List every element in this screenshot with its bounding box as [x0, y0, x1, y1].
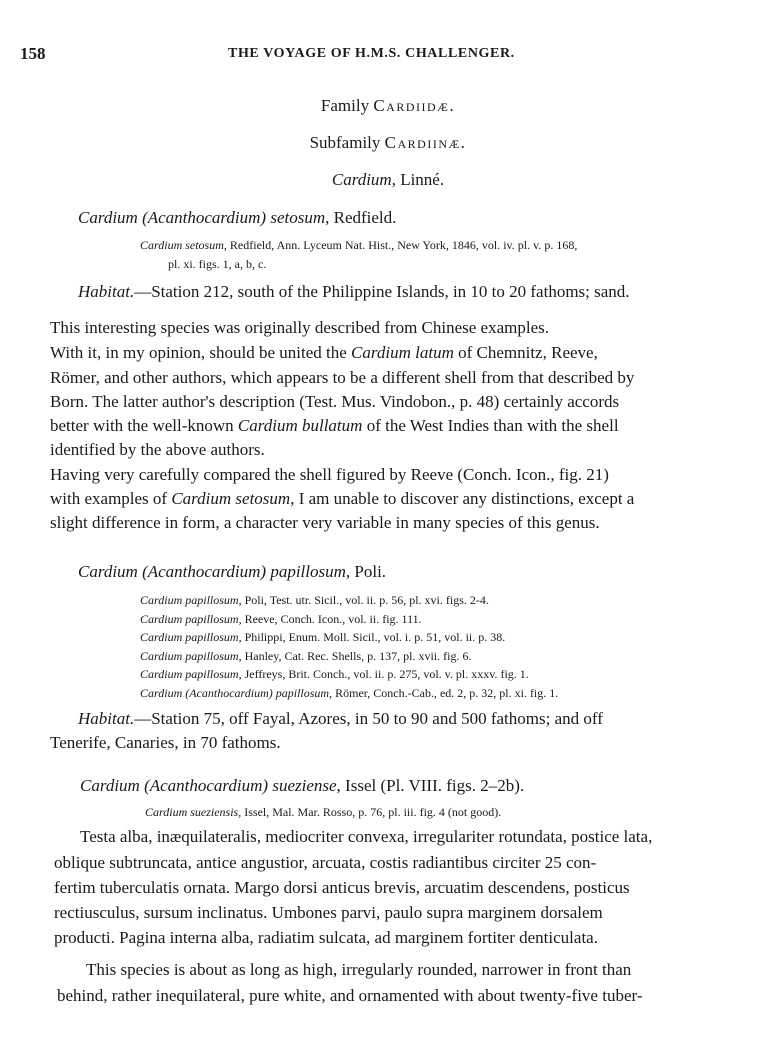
family-name: Cardiidæ.	[373, 96, 456, 115]
reference-line	[140, 628, 558, 647]
ref-text: , Redfield, Ann. Lyceum Nat. Hist., New York, 1846, vol. iv. pl. v. p. 168,	[223, 238, 578, 252]
paragraph-line: Römer, and other authors, which appears to be a different shell from that described by	[50, 368, 635, 387]
latin-description-line: Testa alba, inæquilateralis, mediocriter convexa, irregulariter rotundata, postice lata,	[80, 827, 653, 846]
species-name: Cardium (Acanthocardium) papillosum	[78, 562, 346, 581]
reference-list	[140, 591, 558, 703]
text: better with the well-known	[50, 416, 238, 435]
ref-name: Cardium setosum	[140, 238, 224, 252]
species-heading-setosum	[78, 208, 396, 228]
reference-line	[140, 610, 558, 629]
ref-text: , Philippi, Enum. Moll. Sicil., vol. i. p. 51, vol. ii. p. 38.	[238, 630, 506, 645]
latin-description-line: rectiusculus, sursum inclinatus. Umbones parvi, paulo supra marginem dorsalem	[54, 903, 603, 922]
reference-line	[140, 647, 558, 666]
species-name: Cardium (Acanthocardium) sueziense	[80, 776, 337, 795]
reference-line	[140, 665, 558, 684]
habitat-text: —Station 212, south of the Philippine Islands, in 10 to 20 fathoms; sand.	[134, 282, 630, 301]
ref-text: , Issel, Mal. Mar. Rosso, p. 76, pl. iii. fig. 4 (not good).	[238, 805, 502, 819]
ref-name: Cardium papillosum	[140, 611, 239, 626]
text: with examples of	[50, 489, 172, 508]
italic-name: Cardium bullatum	[237, 416, 363, 435]
ref-text: , Römer, Conch.-Cab., ed. 2, p. 32, pl. xi. fig. 1.	[329, 685, 559, 700]
reference-line	[140, 591, 558, 610]
reference-line	[140, 684, 558, 703]
ref-text: , Jeffreys, Brit. Conch., vol. ii. p. 275, vol. v. pl. xxxv. fig. 1.	[238, 667, 529, 682]
habitat-setosum	[78, 282, 630, 302]
ref-name: Cardium sueziensis	[145, 805, 239, 819]
italic-name: Cardium setosum	[171, 489, 291, 508]
species-heading-sueziense	[80, 776, 524, 796]
italic-name: Cardium latum	[351, 343, 454, 362]
species-heading-papillosum	[78, 562, 386, 582]
latin-description-line: producti. Pagina interna alba, radiatim sulcata, ad marginem fortiter denticulata.	[54, 928, 598, 947]
ref-text: , Reeve, Conch. Icon., vol. ii. fig. 111.	[238, 611, 422, 626]
running-title: THE VOYAGE OF H.M.S. CHALLENGER.	[228, 46, 515, 61]
ref-name: Cardium papillosum	[140, 593, 239, 607]
ref-text: , Poli, Test. utr. Sicil., vol. ii. p. 56, pl. xvi. figs. 2-4.	[238, 593, 489, 607]
subfamily-heading	[0, 133, 776, 153]
paragraph-line: Having very carefully compared the shell figured by Reeve (Conch. Icon., fig. 21)	[50, 465, 609, 484]
reference-line	[140, 238, 577, 253]
subfamily-name: Cardiinæ.	[384, 133, 467, 152]
paragraph-line: identified by the above authors.	[50, 440, 265, 459]
ref-name: Cardium (Acanthocardium) papillosum	[140, 685, 330, 700]
paragraph-line	[50, 343, 598, 363]
habitat-text: —Station 75, off Fayal, Azores, in 50 to 90 and 500 fathoms; and off	[134, 709, 603, 728]
ref-name: Cardium papillosum	[140, 648, 239, 663]
text: With it, in my opinion, should be united the	[50, 343, 352, 362]
species-author: , Redfield.	[325, 208, 397, 227]
latin-description-line: oblique subtruncata, antice angustior, arcuata, costis radiantibus circiter 25 con-	[54, 853, 597, 872]
paragraph-line: slight difference in form, a character very variable in many species of this genus.	[50, 513, 600, 532]
latin-description-line: fertim tuberculatis ornata. Margo dorsi anticus brevis, arcuatim descendens, posticus	[54, 878, 630, 897]
english-description-line: This species is about as long as high, irregularly rounded, narrower in front than	[86, 960, 632, 979]
species-author: , Issel (Pl. VIII. figs. 2–2b).	[336, 776, 525, 795]
text: , I am unable to discover any distinctions, except a	[290, 489, 635, 508]
ref-name: Cardium papillosum	[140, 667, 239, 682]
reference-line	[145, 805, 501, 820]
text: of Chemnitz, Reeve,	[453, 343, 598, 362]
paragraph-line: Born. The latter author's description (Test. Mus. Vindobon., p. 48) certainly accords	[50, 392, 620, 411]
page-number: 158	[20, 44, 46, 63]
subfamily-prefix: Subfamily	[309, 133, 385, 152]
genus-heading	[0, 170, 776, 190]
paragraph-line	[50, 416, 619, 436]
genus-name: Cardium	[331, 170, 392, 189]
ref-name: Cardium papillosum	[140, 630, 239, 645]
paragraph-setosum-1: This interesting species was originally described from Chinese examples.	[50, 318, 550, 337]
family-heading	[0, 96, 776, 116]
family-prefix: Family	[320, 96, 374, 115]
genus-author: , Linné.	[391, 170, 445, 189]
english-description-line: behind, rather inequilateral, pure white, and ornamented with about twenty-five tuber-	[57, 986, 643, 1005]
reference-line: pl. xi. figs. 1, a, b, c.	[168, 257, 267, 271]
species-name: Cardium (Acanthocardium) setosum	[78, 208, 326, 227]
text: of the West Indies than with the shell	[362, 416, 619, 435]
paragraph-line	[50, 489, 634, 509]
habitat-label: Habitat.	[78, 282, 135, 301]
ref-text: , Hanley, Cat. Rec. Shells, p. 137, pl. xvii. fig. 6.	[238, 648, 472, 663]
habitat-text: Tenerife, Canaries, in 70 fathoms.	[50, 733, 281, 752]
habitat-papillosum	[78, 709, 603, 729]
habitat-label: Habitat.	[78, 709, 135, 728]
species-author: , Poli.	[345, 562, 387, 581]
